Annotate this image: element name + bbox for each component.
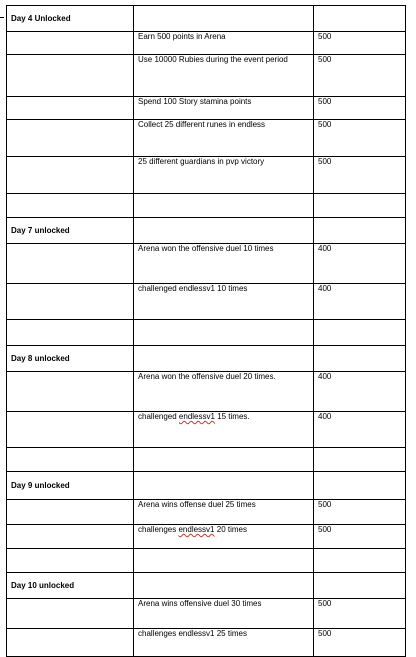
day-cell [7, 412, 134, 448]
margin-mark [0, 17, 4, 18]
task-cell: challenged endlessv1 10 times [134, 284, 314, 320]
table-row [7, 218, 406, 244]
task-prefix: challenged [138, 412, 179, 421]
task-cell: Collect 25 different runes in endless [134, 120, 314, 157]
task-cell [134, 573, 314, 599]
task-cell [134, 412, 314, 448]
day-cell [7, 244, 134, 284]
points-cell [314, 472, 406, 500]
day-cell [7, 194, 134, 218]
points-cell: 400 [314, 412, 406, 448]
task-suffix: 15 times. [214, 412, 250, 421]
points-cell [314, 320, 406, 346]
points-cell [314, 6, 406, 32]
points-cell [314, 218, 406, 244]
day-cell [7, 500, 134, 525]
table-row [7, 244, 406, 284]
points-cell: 500 [314, 157, 406, 194]
points-cell [314, 346, 406, 372]
day-cell [7, 372, 134, 412]
table-row [7, 284, 406, 320]
task-cell: Arena wins offense duel 25 times [134, 500, 314, 525]
day-cell [7, 97, 134, 120]
table-row [7, 500, 406, 525]
task-cell: Earn 500 points in Arena [134, 32, 314, 55]
points-cell: 500 [314, 525, 406, 549]
points-cell: 400 [314, 244, 406, 284]
day-cell [7, 599, 134, 629]
task-cell [134, 549, 314, 573]
task-cell: Arena won the offensive duel 10 times [134, 244, 314, 284]
points-cell [314, 573, 406, 599]
day-cell [7, 629, 134, 657]
task-cell [134, 448, 314, 472]
day-cell [7, 32, 134, 55]
task-cell [134, 525, 314, 549]
event-task-table [6, 5, 406, 657]
spellcheck-word: endlessv1 [178, 525, 215, 534]
day-header-cell: Day 4 Unlocked [7, 6, 134, 32]
task-cell [134, 472, 314, 500]
task-suffix: 20 times [214, 525, 247, 534]
day-cell [7, 320, 134, 346]
day-cell [7, 120, 134, 157]
table-row [7, 97, 406, 120]
table-row [7, 412, 406, 448]
table-row [7, 599, 406, 629]
points-cell: 500 [314, 32, 406, 55]
points-cell: 500 [314, 97, 406, 120]
table-row [7, 472, 406, 500]
task-cell [134, 218, 314, 244]
table-row [7, 573, 406, 599]
task-cell: Arena wins offensive duel 30 times [134, 599, 314, 629]
day-header-cell: Day 8 unlocked [7, 346, 134, 372]
table-row [7, 32, 406, 55]
table-row [7, 372, 406, 412]
task-cell: 25 different guardians in pvp victory [134, 157, 314, 194]
task-cell [134, 320, 314, 346]
points-cell: 400 [314, 284, 406, 320]
day-cell [7, 549, 134, 573]
task-cell: Arena won the offensive duel 20 times. [134, 372, 314, 412]
task-cell [134, 346, 314, 372]
table-row [7, 525, 406, 549]
day-cell [7, 525, 134, 549]
table-row [7, 320, 406, 346]
points-cell: 500 [314, 500, 406, 525]
task-cell: Use 10000 Rubies during the event period [134, 55, 314, 97]
table-row [7, 55, 406, 97]
table-row [7, 448, 406, 472]
points-cell: 500 [314, 629, 406, 657]
points-cell: 500 [314, 599, 406, 629]
day-header-cell: Day 10 unlocked [7, 573, 134, 599]
table-row [7, 6, 406, 32]
day-header-cell: Day 9 unlocked [7, 472, 134, 500]
points-cell [314, 549, 406, 573]
task-prefix: challenges [138, 525, 179, 534]
table-row [7, 346, 406, 372]
table-row [7, 157, 406, 194]
spellcheck-word: endlessv1 [178, 412, 215, 421]
table-row [7, 549, 406, 573]
table-row [7, 629, 406, 657]
day-cell [7, 448, 134, 472]
day-cell [7, 157, 134, 194]
task-cell: challenges endlessv1 25 times [134, 629, 314, 657]
day-cell [7, 55, 134, 97]
points-cell [314, 448, 406, 472]
task-cell: Spend 100 Story stamina points [134, 97, 314, 120]
points-cell: 500 [314, 120, 406, 157]
task-cell [134, 194, 314, 218]
points-cell: 400 [314, 372, 406, 412]
day-cell [7, 284, 134, 320]
table-row [7, 194, 406, 218]
table-row [7, 120, 406, 157]
points-cell: 500 [314, 55, 406, 97]
points-cell [314, 194, 406, 218]
day-header-cell: Day 7 unlocked [7, 218, 134, 244]
task-cell [134, 6, 314, 32]
